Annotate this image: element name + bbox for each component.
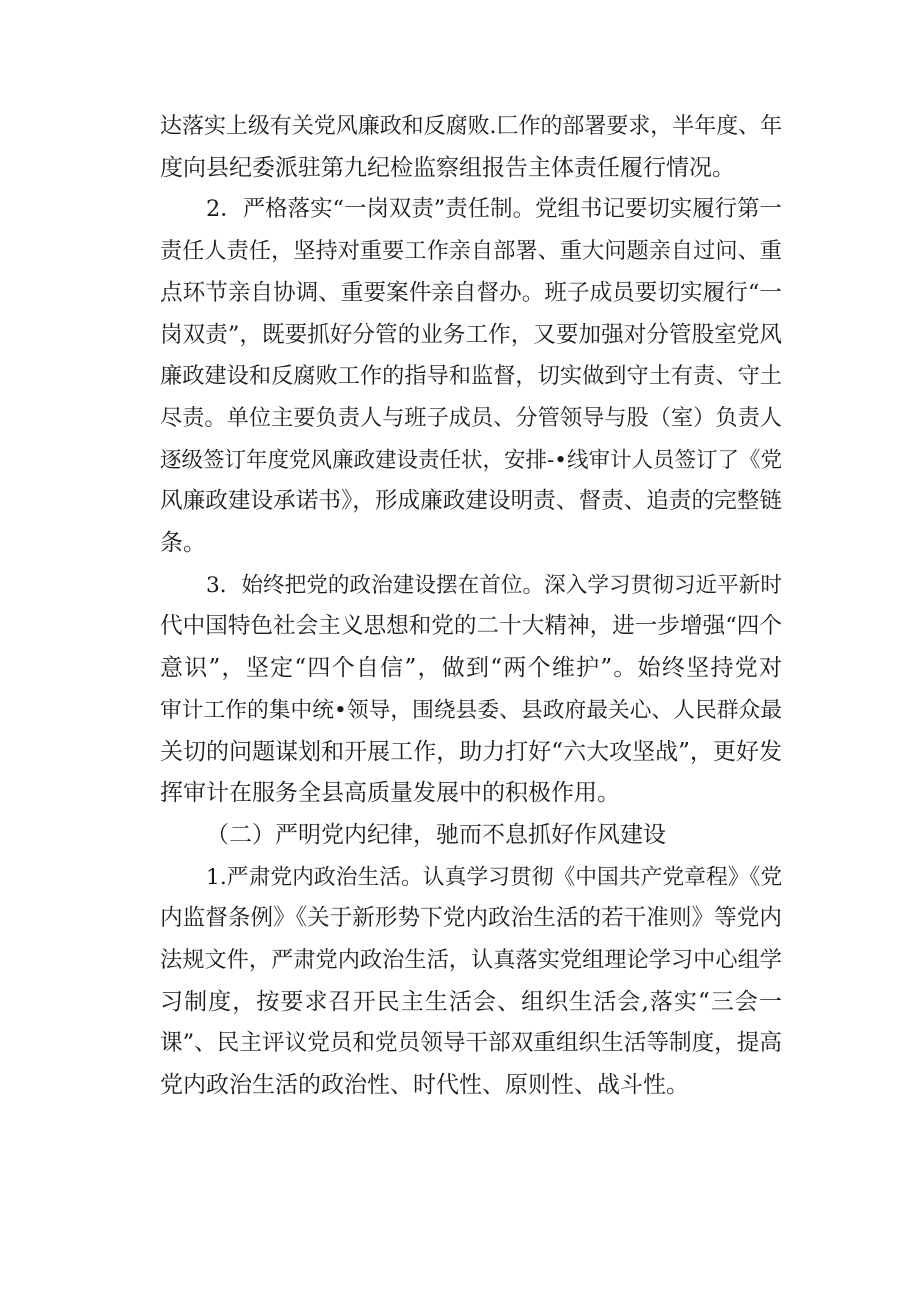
text-line: 审计工作的集中统•领导，围绕县委、县政府最关心、人民群众最 bbox=[160, 697, 782, 723]
text-line: 尽责。单位主要负责人与班子成员、分管领导与股（室）负责人 bbox=[160, 404, 782, 431]
text-line: 度向县纪委派驻第九纪检监察组报告主体责任履行情况。 bbox=[160, 154, 735, 181]
text-line: 岗双责”，既要抓好分管的业务工作，又要加强对分管股室党风 bbox=[160, 321, 782, 348]
paragraph-item-3 bbox=[160, 565, 782, 815]
document-body bbox=[160, 106, 782, 1107]
text-line: 风廉政建设承诺书》，形成廉政建设明责、督责、追责的完整链 bbox=[160, 488, 782, 515]
text-line: 法规文件，严肃党内政治生活，认真落实党组理论学习中心组学 bbox=[160, 947, 782, 974]
text-line: 代中国特色社会主义思想和党的二十大精神，进一步增强“四个 bbox=[160, 613, 782, 640]
section-heading bbox=[160, 815, 782, 857]
paragraph-section-2-item-1 bbox=[160, 857, 782, 1107]
text-line: 习制度，按要求召开民主生活会、组织生活会,落实“三会一 bbox=[160, 988, 782, 1015]
text-line: 逐级签订年度党风廉政建设责任状，安排-•线审计人员签订了《党 bbox=[160, 447, 782, 473]
text-line: 1.严肃党内政治生活。认真学习贯彻《中国共产党章程》《党 bbox=[206, 864, 783, 890]
text-line: 关切的问题谋划和开展工作，助力打好“六大攻坚战”，更好发 bbox=[160, 738, 782, 765]
text-line: 2．严格落实“一岗双责”责任制。党组书记要切实履行第一 bbox=[206, 196, 782, 223]
paragraph-continuation bbox=[160, 106, 782, 189]
text-line: 廉政建设和反腐败工作的指导和监督，切实做到守土有责、守土 bbox=[160, 363, 782, 390]
text-line: 达落实上级有关党风廉政和反腐败.匚作的部署要求，半年度、年 bbox=[160, 114, 783, 139]
text-line: 条。 bbox=[160, 530, 206, 557]
text-line: 意识”，坚定“四个自信”，做到“两个维护”。始终坚持党对 bbox=[160, 655, 782, 682]
text-line: 课”、民主评议党员和党员领导干部双重组织生活等制度，提高 bbox=[160, 1030, 782, 1057]
text-line: 责任人责任，坚持对重要工作亲自部署、重大问题亲自过问、重 bbox=[160, 238, 782, 265]
text-line: 党内政治生活的政治性、时代性、原则性、战斗性。 bbox=[160, 1072, 689, 1099]
text-line: 挥审计在服务全县高质量发展中的积极作用。 bbox=[160, 780, 620, 807]
text-line: 内监督条例》《关于新形势下党内政治生活的若干准则》等党内 bbox=[160, 905, 782, 932]
text-line: 点环节亲自协调、重要案件亲自督办。班子成员要切实履行“一 bbox=[160, 279, 782, 306]
paragraph-item-2 bbox=[160, 189, 782, 564]
text-line: 3．始终把党的政治建设摆在首位。深入学习贯彻习近平新时 bbox=[206, 572, 782, 598]
section-heading-text: （二）严明党内纪律，驰而不息抓好作风建设 bbox=[206, 821, 666, 848]
